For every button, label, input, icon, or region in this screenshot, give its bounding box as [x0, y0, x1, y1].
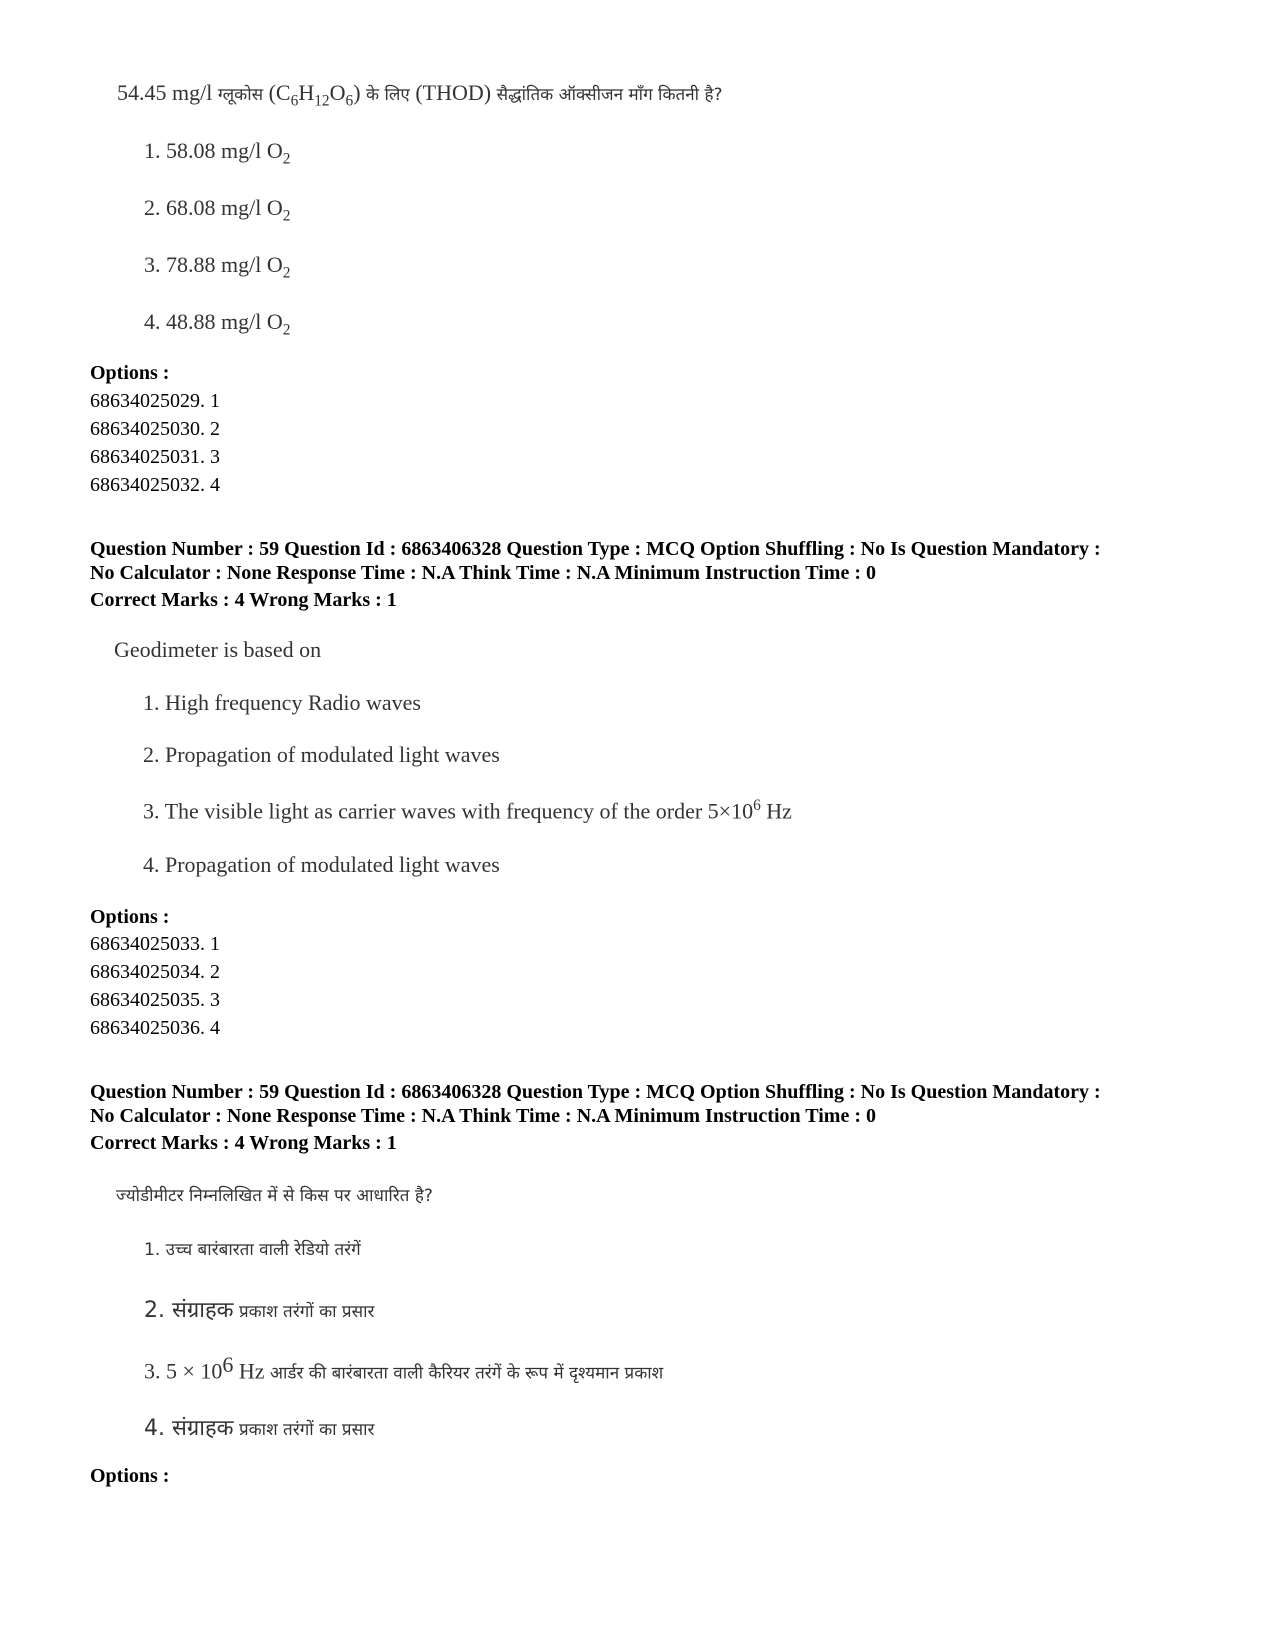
options-label: Options : — [90, 906, 170, 928]
option-id-row: 68634025031. 3 — [90, 446, 220, 468]
answer-option-4: 4. Propagation of modulated light waves — [143, 852, 500, 877]
answer-option-2: 2. 68.08 mg/l $O_2$ — [144, 195, 291, 225]
glucose-formula: $(C_6H_{12}O_6)$ — [268, 80, 361, 110]
question-stem: Geodimeter is based on — [114, 637, 322, 662]
answer-option-3: 3. $5 \times 10^6$ Hz आर्डर की बारंबारता वाली कैरियर तरंगें के रूप में दृश्यमान प्रकाश — [144, 1352, 664, 1384]
answer-option-3: 3. The visible light as carrier waves with frequency of the order $5\times 10^6$ Hz — [143, 797, 792, 824]
option-id-row: 68634025032. 4 — [90, 474, 220, 496]
answer-option-1: 1. High frequency Radio waves — [143, 690, 421, 715]
question-meta: Question Number : 59 Question Id : 6863406328 Question Type : MCQ Option Shuffling : No Is Question Mandatory : No Calculator : None Response Time : N.A Think Time : N.A Minimum Instruction Time : 0 — [90, 538, 1101, 584]
answer-option-4: 4. 48.88 mg/l $O_2$ — [144, 309, 291, 339]
answer-option-4: 4. संग्राहक प्रकाश तरंगों का प्रसार — [144, 1416, 375, 1441]
option-id-row: 68634025034. 2 — [90, 961, 220, 983]
question-stem-hindi: 54.45 mg/l ग्लूकोस $(C_6H_{12}O_6)$ के लिए (THOD) सैद्धांतिक ऑक्सीजन माँग कितनी है? — [117, 80, 723, 110]
option-id-row: 68634025033. 1 — [90, 933, 220, 955]
option-id-row: 68634025029. 1 — [90, 390, 220, 412]
question-meta: Question Number : 59 Question Id : 6863406328 Question Type : MCQ Option Shuffling : No Is Question Mandatory : No Calculator : None Response Time : N.A Think Time : N.A Minimum Instruction Time : 0 — [90, 1081, 1101, 1127]
answer-option-3: 3. 78.88 mg/l $O_2$ — [144, 252, 291, 282]
answer-option-1: 1. 58.08 mg/l $O_2$ — [144, 138, 291, 168]
options-label: Options : — [90, 362, 170, 384]
option-id-row: 68634025035. 3 — [90, 989, 220, 1011]
question-stem-hindi: ज्योडीमीटर निम्नलिखित में से किस पर आधारित है? — [116, 1186, 433, 1206]
option-id-row: 68634025030. 2 — [90, 418, 220, 440]
marks-line: Correct Marks : 4 Wrong Marks : 1 — [90, 1132, 397, 1154]
marks-line: Correct Marks : 4 Wrong Marks : 1 — [90, 589, 397, 611]
answer-option-2: 2. Propagation of modulated light waves — [143, 742, 500, 767]
answer-option-1: 1. उच्च बारंबारता वाली रेडियो तरंगें — [144, 1240, 361, 1260]
answer-option-2: 2. संग्राहक प्रकाश तरंगों का प्रसार — [144, 1298, 375, 1323]
option-id-row: 68634025036. 4 — [90, 1017, 220, 1039]
options-label: Options : — [90, 1465, 170, 1487]
